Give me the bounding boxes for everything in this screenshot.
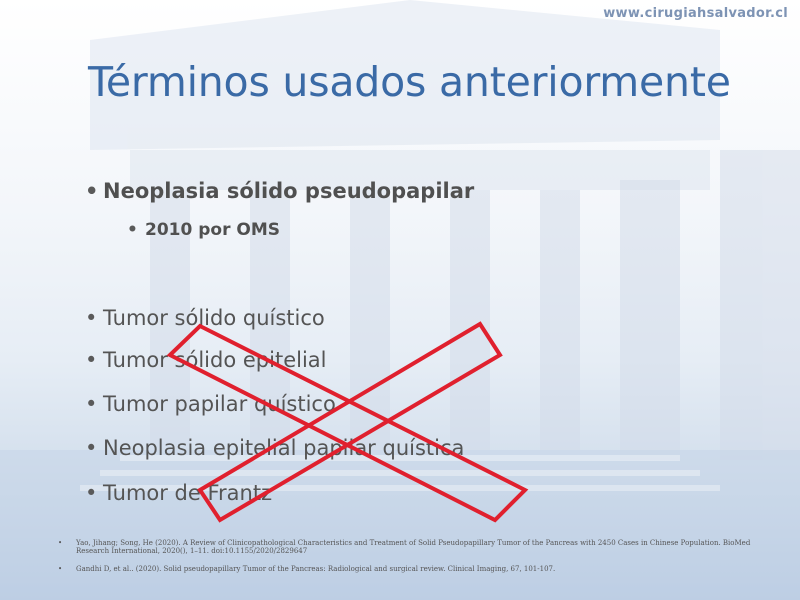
former-term-label: Tumor sólido epitelial (103, 348, 327, 372)
bullet-item (85, 179, 474, 203)
bullet-dot: • (85, 481, 98, 505)
bullet-dot: • (58, 539, 63, 547)
former-term-item (85, 481, 272, 505)
former-term-item (85, 436, 464, 460)
former-term-label: Tumor sólido quístico (103, 306, 325, 330)
primary-sub: 2010 por OMS (145, 220, 280, 240)
former-term-label: Tumor de Frantz (103, 481, 273, 505)
reference-text: Yao, Jihang; Song, He (2020). A Review of Clinicopathological Characteristics and Treatment of Solid Pseudopapillary Tumor of the Pancreas with 2450 Cases in Chinese Population. BioMed Research International, 2020(), 1–11. doi:10.1155/2020/2829647 (76, 539, 751, 555)
bullet-dot: • (85, 436, 98, 460)
bullet-dot: • (85, 306, 98, 330)
former-term-item (85, 348, 326, 372)
bullet-dot: • (85, 179, 99, 203)
site-url: www.cirugiahsalvador.cl (603, 6, 788, 21)
bullet-dot: • (85, 348, 98, 372)
former-term-item (85, 306, 325, 330)
reference-text: Gandhi D, et al.. (2020). Solid pseudopapillary Tumor of the Pancreas: Radiological and surgical review. Clinical Imaging, 67, 101-107. (76, 565, 556, 573)
bullet-dot: • (85, 392, 98, 416)
former-term-item (85, 392, 336, 416)
former-term-label: Neoplasia epitelial papilar quística (103, 436, 465, 460)
sub-bullet-item (127, 220, 280, 240)
bullet-dot: • (58, 565, 63, 573)
primary-term: Neoplasia sólido pseudopapilar (103, 179, 475, 203)
slide-title: Términos usados anteriormente (88, 58, 731, 106)
bullet-dot: • (127, 220, 138, 240)
former-term-label: Tumor papilar quístico (103, 392, 336, 416)
